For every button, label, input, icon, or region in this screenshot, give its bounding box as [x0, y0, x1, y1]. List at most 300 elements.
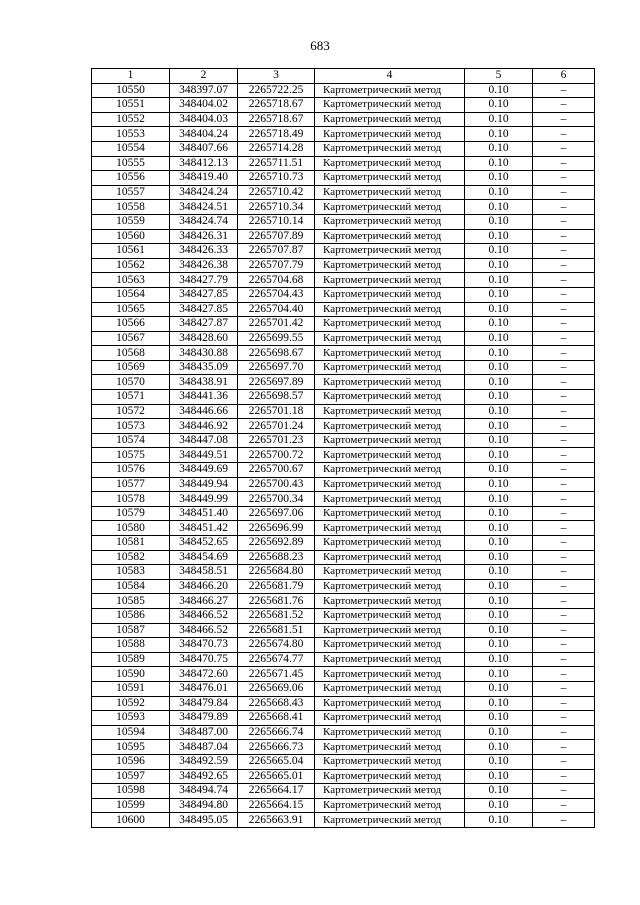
table-row [92, 375, 595, 390]
x-coordinate-cell: 348404.03 [170, 112, 238, 127]
table-row [92, 477, 595, 492]
method-cell: Картометрический метод [315, 594, 465, 609]
accuracy-cell: 0.10 [465, 696, 533, 711]
note-cell: – [533, 98, 595, 113]
method-cell: Картометрический метод [315, 798, 465, 813]
table-row [92, 200, 595, 215]
note-cell: – [533, 696, 595, 711]
x-coordinate-cell: 348404.02 [170, 98, 238, 113]
y-coordinate-cell: 2265710.73 [238, 171, 315, 186]
y-coordinate-cell: 2265718.49 [238, 127, 315, 142]
y-coordinate-cell: 2265718.67 [238, 112, 315, 127]
method-cell: Картометрический метод [315, 83, 465, 98]
table-row [92, 156, 595, 171]
method-cell: Картометрический метод [315, 784, 465, 799]
table-row [92, 813, 595, 828]
table-header-row [92, 69, 595, 84]
table-row [92, 171, 595, 186]
point-number-cell: 10565 [92, 302, 170, 317]
method-cell: Картометрический метод [315, 98, 465, 113]
method-cell: Картометрический метод [315, 317, 465, 332]
x-coordinate-cell: 348435.09 [170, 360, 238, 375]
accuracy-cell: 0.10 [465, 156, 533, 171]
note-cell: – [533, 112, 595, 127]
table-row [92, 214, 595, 229]
method-cell: Картометрический метод [315, 375, 465, 390]
column-header: 6 [533, 69, 595, 84]
table-row [92, 331, 595, 346]
point-number-cell: 10556 [92, 171, 170, 186]
method-cell: Картометрический метод [315, 419, 465, 434]
y-coordinate-cell: 2265701.18 [238, 404, 315, 419]
y-coordinate-cell: 2265674.80 [238, 638, 315, 653]
point-number-cell: 10589 [92, 652, 170, 667]
note-cell: – [533, 463, 595, 478]
method-cell: Картометрический метод [315, 506, 465, 521]
accuracy-cell: 0.10 [465, 83, 533, 98]
point-number-cell: 10583 [92, 565, 170, 580]
x-coordinate-cell: 348427.85 [170, 302, 238, 317]
x-coordinate-cell: 348427.87 [170, 317, 238, 332]
y-coordinate-cell: 2265701.24 [238, 419, 315, 434]
note-cell: – [533, 244, 595, 259]
note-cell: – [533, 594, 595, 609]
accuracy-cell: 0.10 [465, 623, 533, 638]
table-row [92, 463, 595, 478]
x-coordinate-cell: 348428.60 [170, 331, 238, 346]
table-row [92, 287, 595, 302]
accuracy-cell: 0.10 [465, 141, 533, 156]
point-number-cell: 10588 [92, 638, 170, 653]
point-number-cell: 10576 [92, 463, 170, 478]
accuracy-cell: 0.10 [465, 185, 533, 200]
x-coordinate-cell: 348427.85 [170, 287, 238, 302]
table-row [92, 623, 595, 638]
note-cell: – [533, 433, 595, 448]
coordinates-table [91, 68, 595, 828]
x-coordinate-cell: 348438.91 [170, 375, 238, 390]
table-row [92, 448, 595, 463]
column-header: 4 [315, 69, 465, 84]
note-cell: – [533, 536, 595, 551]
accuracy-cell: 0.10 [465, 579, 533, 594]
y-coordinate-cell: 2265707.89 [238, 229, 315, 244]
y-coordinate-cell: 2265700.72 [238, 448, 315, 463]
table-row [92, 127, 595, 142]
note-cell: – [533, 185, 595, 200]
accuracy-cell: 0.10 [465, 404, 533, 419]
y-coordinate-cell: 2265701.42 [238, 317, 315, 332]
method-cell: Картометрический метод [315, 331, 465, 346]
accuracy-cell: 0.10 [465, 565, 533, 580]
method-cell: Картометрический метод [315, 156, 465, 171]
note-cell: – [533, 419, 595, 434]
note-cell: – [533, 477, 595, 492]
table-row [92, 725, 595, 740]
method-cell: Картометрический метод [315, 769, 465, 784]
point-number-cell: 10597 [92, 769, 170, 784]
note-cell: – [533, 725, 595, 740]
method-cell: Картометрический метод [315, 565, 465, 580]
x-coordinate-cell: 348454.69 [170, 550, 238, 565]
note-cell: – [533, 156, 595, 171]
table-body [92, 83, 595, 827]
y-coordinate-cell: 2265684.80 [238, 565, 315, 580]
point-number-cell: 10574 [92, 433, 170, 448]
y-coordinate-cell: 2265699.55 [238, 331, 315, 346]
table-row [92, 711, 595, 726]
y-coordinate-cell: 2265701.23 [238, 433, 315, 448]
x-coordinate-cell: 348466.52 [170, 608, 238, 623]
table-row [92, 302, 595, 317]
x-coordinate-cell: 348487.00 [170, 725, 238, 740]
method-cell: Картометрический метод [315, 711, 465, 726]
accuracy-cell: 0.10 [465, 492, 533, 507]
note-cell: – [533, 813, 595, 828]
y-coordinate-cell: 2265697.06 [238, 506, 315, 521]
method-cell: Картометрический метод [315, 463, 465, 478]
y-coordinate-cell: 2265707.87 [238, 244, 315, 259]
point-number-cell: 10582 [92, 550, 170, 565]
x-coordinate-cell: 348472.60 [170, 667, 238, 682]
accuracy-cell: 0.10 [465, 769, 533, 784]
y-coordinate-cell: 2265710.14 [238, 214, 315, 229]
note-cell: – [533, 638, 595, 653]
accuracy-cell: 0.10 [465, 652, 533, 667]
note-cell: – [533, 550, 595, 565]
y-coordinate-cell: 2265718.67 [238, 98, 315, 113]
note-cell: – [533, 769, 595, 784]
note-cell: – [533, 317, 595, 332]
x-coordinate-cell: 348487.04 [170, 740, 238, 755]
y-coordinate-cell: 2265698.67 [238, 346, 315, 361]
note-cell: – [533, 711, 595, 726]
method-cell: Картометрический метод [315, 638, 465, 653]
table-row [92, 433, 595, 448]
x-coordinate-cell: 348492.59 [170, 754, 238, 769]
method-cell: Картометрический метод [315, 813, 465, 828]
note-cell: – [533, 375, 595, 390]
note-cell: – [533, 798, 595, 813]
point-number-cell: 10593 [92, 711, 170, 726]
y-coordinate-cell: 2265671.45 [238, 667, 315, 682]
method-cell: Картометрический метод [315, 725, 465, 740]
x-coordinate-cell: 348466.52 [170, 623, 238, 638]
x-coordinate-cell: 348426.31 [170, 229, 238, 244]
x-coordinate-cell: 348407.66 [170, 141, 238, 156]
table-row [92, 404, 595, 419]
y-coordinate-cell: 2265710.42 [238, 185, 315, 200]
table-row [92, 769, 595, 784]
method-cell: Картометрический метод [315, 244, 465, 259]
method-cell: Картометрический метод [315, 404, 465, 419]
y-coordinate-cell: 2265668.41 [238, 711, 315, 726]
table-row [92, 229, 595, 244]
x-coordinate-cell: 348451.40 [170, 506, 238, 521]
table-row [92, 112, 595, 127]
accuracy-cell: 0.10 [465, 477, 533, 492]
point-number-cell: 10595 [92, 740, 170, 755]
column-header: 2 [170, 69, 238, 84]
accuracy-cell: 0.10 [465, 273, 533, 288]
table-row [92, 419, 595, 434]
column-header: 3 [238, 69, 315, 84]
table-row [92, 550, 595, 565]
table-row [92, 536, 595, 551]
accuracy-cell: 0.10 [465, 711, 533, 726]
note-cell: – [533, 258, 595, 273]
accuracy-cell: 0.10 [465, 258, 533, 273]
method-cell: Картометрический метод [315, 433, 465, 448]
accuracy-cell: 0.10 [465, 608, 533, 623]
x-coordinate-cell: 348452.65 [170, 536, 238, 551]
accuracy-cell: 0.10 [465, 638, 533, 653]
table-row [92, 360, 595, 375]
y-coordinate-cell: 2265710.34 [238, 200, 315, 215]
note-cell: – [533, 360, 595, 375]
accuracy-cell: 0.10 [465, 433, 533, 448]
method-cell: Картометрический метод [315, 696, 465, 711]
point-number-cell: 10581 [92, 536, 170, 551]
point-number-cell: 10592 [92, 696, 170, 711]
y-coordinate-cell: 2265664.15 [238, 798, 315, 813]
accuracy-cell: 0.10 [465, 798, 533, 813]
point-number-cell: 10561 [92, 244, 170, 259]
y-coordinate-cell: 2265700.67 [238, 463, 315, 478]
point-number-cell: 10562 [92, 258, 170, 273]
x-coordinate-cell: 348451.42 [170, 521, 238, 536]
note-cell: – [533, 346, 595, 361]
method-cell: Картометрический метод [315, 608, 465, 623]
method-cell: Картометрический метод [315, 492, 465, 507]
table-row [92, 244, 595, 259]
note-cell: – [533, 784, 595, 799]
accuracy-cell: 0.10 [465, 214, 533, 229]
note-cell: – [533, 404, 595, 419]
method-cell: Картометрический метод [315, 273, 465, 288]
accuracy-cell: 0.10 [465, 375, 533, 390]
accuracy-cell: 0.10 [465, 419, 533, 434]
note-cell: – [533, 214, 595, 229]
note-cell: – [533, 83, 595, 98]
accuracy-cell: 0.10 [465, 302, 533, 317]
x-coordinate-cell: 348494.74 [170, 784, 238, 799]
method-cell: Картометрический метод [315, 579, 465, 594]
point-number-cell: 10552 [92, 112, 170, 127]
point-number-cell: 10555 [92, 156, 170, 171]
table-row [92, 317, 595, 332]
note-cell: – [533, 171, 595, 186]
point-number-cell: 10569 [92, 360, 170, 375]
accuracy-cell: 0.10 [465, 521, 533, 536]
note-cell: – [533, 390, 595, 405]
table-row [92, 565, 595, 580]
y-coordinate-cell: 2265668.43 [238, 696, 315, 711]
method-cell: Картометрический метод [315, 448, 465, 463]
x-coordinate-cell: 348447.08 [170, 433, 238, 448]
x-coordinate-cell: 348479.84 [170, 696, 238, 711]
note-cell: – [533, 200, 595, 215]
point-number-cell: 10584 [92, 579, 170, 594]
point-number-cell: 10580 [92, 521, 170, 536]
method-cell: Картометрический метод [315, 740, 465, 755]
method-cell: Картометрический метод [315, 214, 465, 229]
point-number-cell: 10566 [92, 317, 170, 332]
table-row [92, 740, 595, 755]
accuracy-cell: 0.10 [465, 448, 533, 463]
x-coordinate-cell: 348426.38 [170, 258, 238, 273]
point-number-cell: 10573 [92, 419, 170, 434]
table-row [92, 696, 595, 711]
point-number-cell: 10591 [92, 681, 170, 696]
accuracy-cell: 0.10 [465, 244, 533, 259]
point-number-cell: 10598 [92, 784, 170, 799]
note-cell: – [533, 681, 595, 696]
x-coordinate-cell: 348446.92 [170, 419, 238, 434]
accuracy-cell: 0.10 [465, 200, 533, 215]
x-coordinate-cell: 348404.24 [170, 127, 238, 142]
y-coordinate-cell: 2265697.70 [238, 360, 315, 375]
point-number-cell: 10554 [92, 141, 170, 156]
x-coordinate-cell: 348446.66 [170, 404, 238, 419]
note-cell: – [533, 331, 595, 346]
table-row [92, 579, 595, 594]
table-row [92, 346, 595, 361]
table-row [92, 608, 595, 623]
x-coordinate-cell: 348424.74 [170, 214, 238, 229]
table-row [92, 258, 595, 273]
point-number-cell: 10596 [92, 754, 170, 769]
x-coordinate-cell: 348426.33 [170, 244, 238, 259]
note-cell: – [533, 579, 595, 594]
x-coordinate-cell: 348494.80 [170, 798, 238, 813]
accuracy-cell: 0.10 [465, 681, 533, 696]
method-cell: Картометрический метод [315, 550, 465, 565]
table-row [92, 492, 595, 507]
table-row [92, 638, 595, 653]
method-cell: Картометрический метод [315, 185, 465, 200]
point-number-cell: 10600 [92, 813, 170, 828]
y-coordinate-cell: 2265704.68 [238, 273, 315, 288]
method-cell: Картометрический метод [315, 171, 465, 186]
point-number-cell: 10568 [92, 346, 170, 361]
point-number-cell: 10577 [92, 477, 170, 492]
y-coordinate-cell: 2265669.06 [238, 681, 315, 696]
note-cell: – [533, 287, 595, 302]
accuracy-cell: 0.10 [465, 127, 533, 142]
point-number-cell: 10570 [92, 375, 170, 390]
method-cell: Картометрический метод [315, 127, 465, 142]
note-cell: – [533, 448, 595, 463]
note-cell: – [533, 608, 595, 623]
table-row [92, 506, 595, 521]
x-coordinate-cell: 348449.69 [170, 463, 238, 478]
accuracy-cell: 0.10 [465, 171, 533, 186]
y-coordinate-cell: 2265711.51 [238, 156, 315, 171]
x-coordinate-cell: 348470.75 [170, 652, 238, 667]
table-row [92, 681, 595, 696]
point-number-cell: 10567 [92, 331, 170, 346]
accuracy-cell: 0.10 [465, 784, 533, 799]
accuracy-cell: 0.10 [465, 98, 533, 113]
y-coordinate-cell: 2265665.04 [238, 754, 315, 769]
method-cell: Картометрический метод [315, 360, 465, 375]
column-header: 1 [92, 69, 170, 84]
y-coordinate-cell: 2265681.52 [238, 608, 315, 623]
y-coordinate-cell: 2265722.25 [238, 83, 315, 98]
y-coordinate-cell: 2265697.89 [238, 375, 315, 390]
x-coordinate-cell: 348449.51 [170, 448, 238, 463]
point-number-cell: 10587 [92, 623, 170, 638]
x-coordinate-cell: 348412.13 [170, 156, 238, 171]
method-cell: Картометрический метод [315, 477, 465, 492]
point-number-cell: 10550 [92, 83, 170, 98]
x-coordinate-cell: 348466.20 [170, 579, 238, 594]
method-cell: Картометрический метод [315, 229, 465, 244]
accuracy-cell: 0.10 [465, 346, 533, 361]
note-cell: – [533, 127, 595, 142]
point-number-cell: 10586 [92, 608, 170, 623]
page-number: 683 [310, 38, 330, 53]
y-coordinate-cell: 2265692.89 [238, 536, 315, 551]
y-coordinate-cell: 2265704.40 [238, 302, 315, 317]
y-coordinate-cell: 2265698.57 [238, 390, 315, 405]
accuracy-cell: 0.10 [465, 317, 533, 332]
x-coordinate-cell: 348458.51 [170, 565, 238, 580]
y-coordinate-cell: 2265688.23 [238, 550, 315, 565]
accuracy-cell: 0.10 [465, 740, 533, 755]
x-coordinate-cell: 348470.73 [170, 638, 238, 653]
method-cell: Картометрический метод [315, 258, 465, 273]
accuracy-cell: 0.10 [465, 754, 533, 769]
y-coordinate-cell: 2265707.79 [238, 258, 315, 273]
method-cell: Картометрический метод [315, 346, 465, 361]
point-number-cell: 10585 [92, 594, 170, 609]
point-number-cell: 10571 [92, 390, 170, 405]
table-row [92, 273, 595, 288]
y-coordinate-cell: 2265681.76 [238, 594, 315, 609]
y-coordinate-cell: 2265714.28 [238, 141, 315, 156]
y-coordinate-cell: 2265666.74 [238, 725, 315, 740]
x-coordinate-cell: 348430.88 [170, 346, 238, 361]
y-coordinate-cell: 2265664.17 [238, 784, 315, 799]
y-coordinate-cell: 2265681.79 [238, 579, 315, 594]
accuracy-cell: 0.10 [465, 813, 533, 828]
note-cell: – [533, 506, 595, 521]
accuracy-cell: 0.10 [465, 536, 533, 551]
point-number-cell: 10563 [92, 273, 170, 288]
method-cell: Картометрический метод [315, 141, 465, 156]
table-row [92, 185, 595, 200]
table-row [92, 652, 595, 667]
x-coordinate-cell: 348479.89 [170, 711, 238, 726]
accuracy-cell: 0.10 [465, 112, 533, 127]
table-row [92, 390, 595, 405]
column-header: 5 [465, 69, 533, 84]
point-number-cell: 10560 [92, 229, 170, 244]
method-cell: Картометрический метод [315, 623, 465, 638]
table-row [92, 83, 595, 98]
point-number-cell: 10594 [92, 725, 170, 740]
method-cell: Картометрический метод [315, 754, 465, 769]
method-cell: Картометрический метод [315, 200, 465, 215]
accuracy-cell: 0.10 [465, 360, 533, 375]
point-number-cell: 10579 [92, 506, 170, 521]
x-coordinate-cell: 348419.40 [170, 171, 238, 186]
method-cell: Картометрический метод [315, 521, 465, 536]
note-cell: – [533, 740, 595, 755]
note-cell: – [533, 667, 595, 682]
